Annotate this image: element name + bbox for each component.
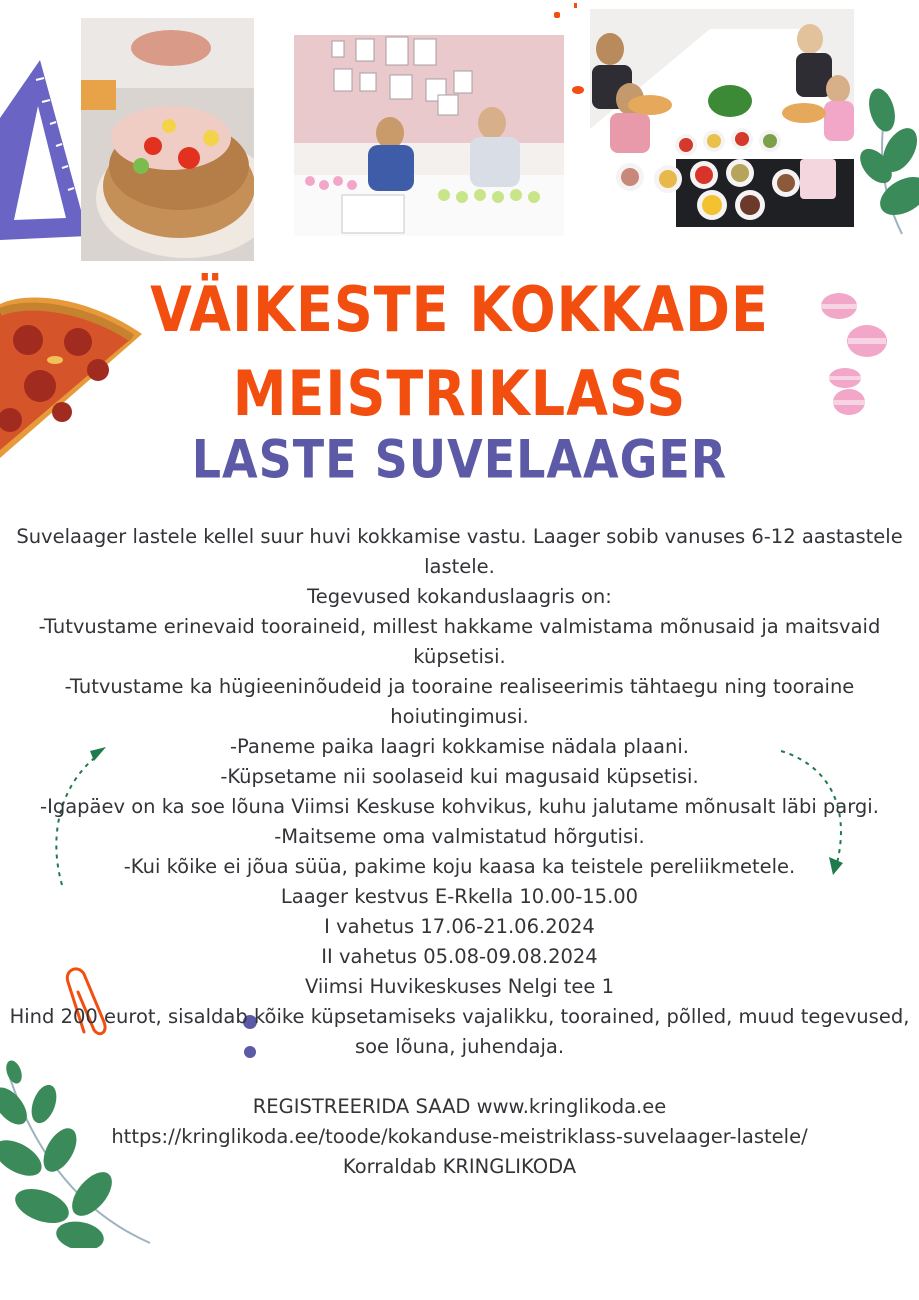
confetti-icon xyxy=(550,0,590,30)
triangle-ruler-icon xyxy=(0,58,90,243)
activity-item: -Igapäev on ka soe lõuna Viimsi Keskuse kohvikus, kuhu jalutame mõnusalt läbi pargi. xyxy=(40,795,879,818)
duration-text: Laager kestvus E-Rkella 10.00-15.00 xyxy=(280,885,639,908)
children-piping-macarons-photo xyxy=(294,35,564,236)
location-text: Viimsi Huvikeskuses Nelgi tee 1 xyxy=(304,975,615,998)
activity-item: -Maitseme oma valmistatud hõrgutisi. xyxy=(274,825,645,848)
activity-item: -Paneme paika laagri kokkamise nädala plaani. xyxy=(230,735,689,758)
subtitle: LASTE SUVELAAGER xyxy=(191,427,728,491)
activity-item: -Tutvustame ka hügieeninõudeid ja tooraine realiseerimis tähtaegu ning tooraine hoiutingimusi. xyxy=(64,675,855,728)
open-sandwich-cake-photo xyxy=(81,18,254,261)
confetti-icon xyxy=(570,82,590,102)
children-making-pizza-photo xyxy=(590,9,854,227)
spacer xyxy=(8,1062,911,1092)
activity-item: -Küpsetame nii soolaseid kui magusaid küpsetisi. xyxy=(220,765,699,788)
session-1: I vahetus 17.06-21.06.2024 xyxy=(324,915,595,938)
price-text: Hind 200 eurot, sisaldab kõike küpsetamiseks vajalikku, toorained, põlled, muud tegevused, soe lõuna, juhendaja. xyxy=(9,1005,910,1058)
activity-item: -Tutvustame erinevaid tooraineid, millest hakkame valmistama mõnusaid ja maitsvaid küpsetisi. xyxy=(38,615,881,668)
registration-link[interactable]: https://kringlikoda.ee/toode/kokanduse-meistriklass-suvelaager-lastele/ xyxy=(111,1125,808,1148)
organizer-text: Korraldab KRINGLIKODA xyxy=(342,1155,577,1178)
description xyxy=(8,522,911,1182)
intro-text: Suvelaager lastele kellel suur huvi kokkamise vastu. Laager sobib vanuses 6-12 aastastele lastele. xyxy=(16,525,903,578)
title-line-1: VÄIKESTE KOKKADE xyxy=(150,273,769,346)
register-text[interactable]: REGISTREERIDA SAAD www.kringlikoda.ee xyxy=(252,1095,667,1118)
activities-heading: Tegevused kokanduslaagris on: xyxy=(307,585,612,608)
activity-item: -Kui kõike ei jõua süüa, pakime koju kaasa ka teistele pereliikmetele. xyxy=(123,855,796,878)
session-2: II vahetus 05.08-09.08.2024 xyxy=(321,945,598,968)
title-line-2: MEISTRIKLASS xyxy=(232,357,687,430)
